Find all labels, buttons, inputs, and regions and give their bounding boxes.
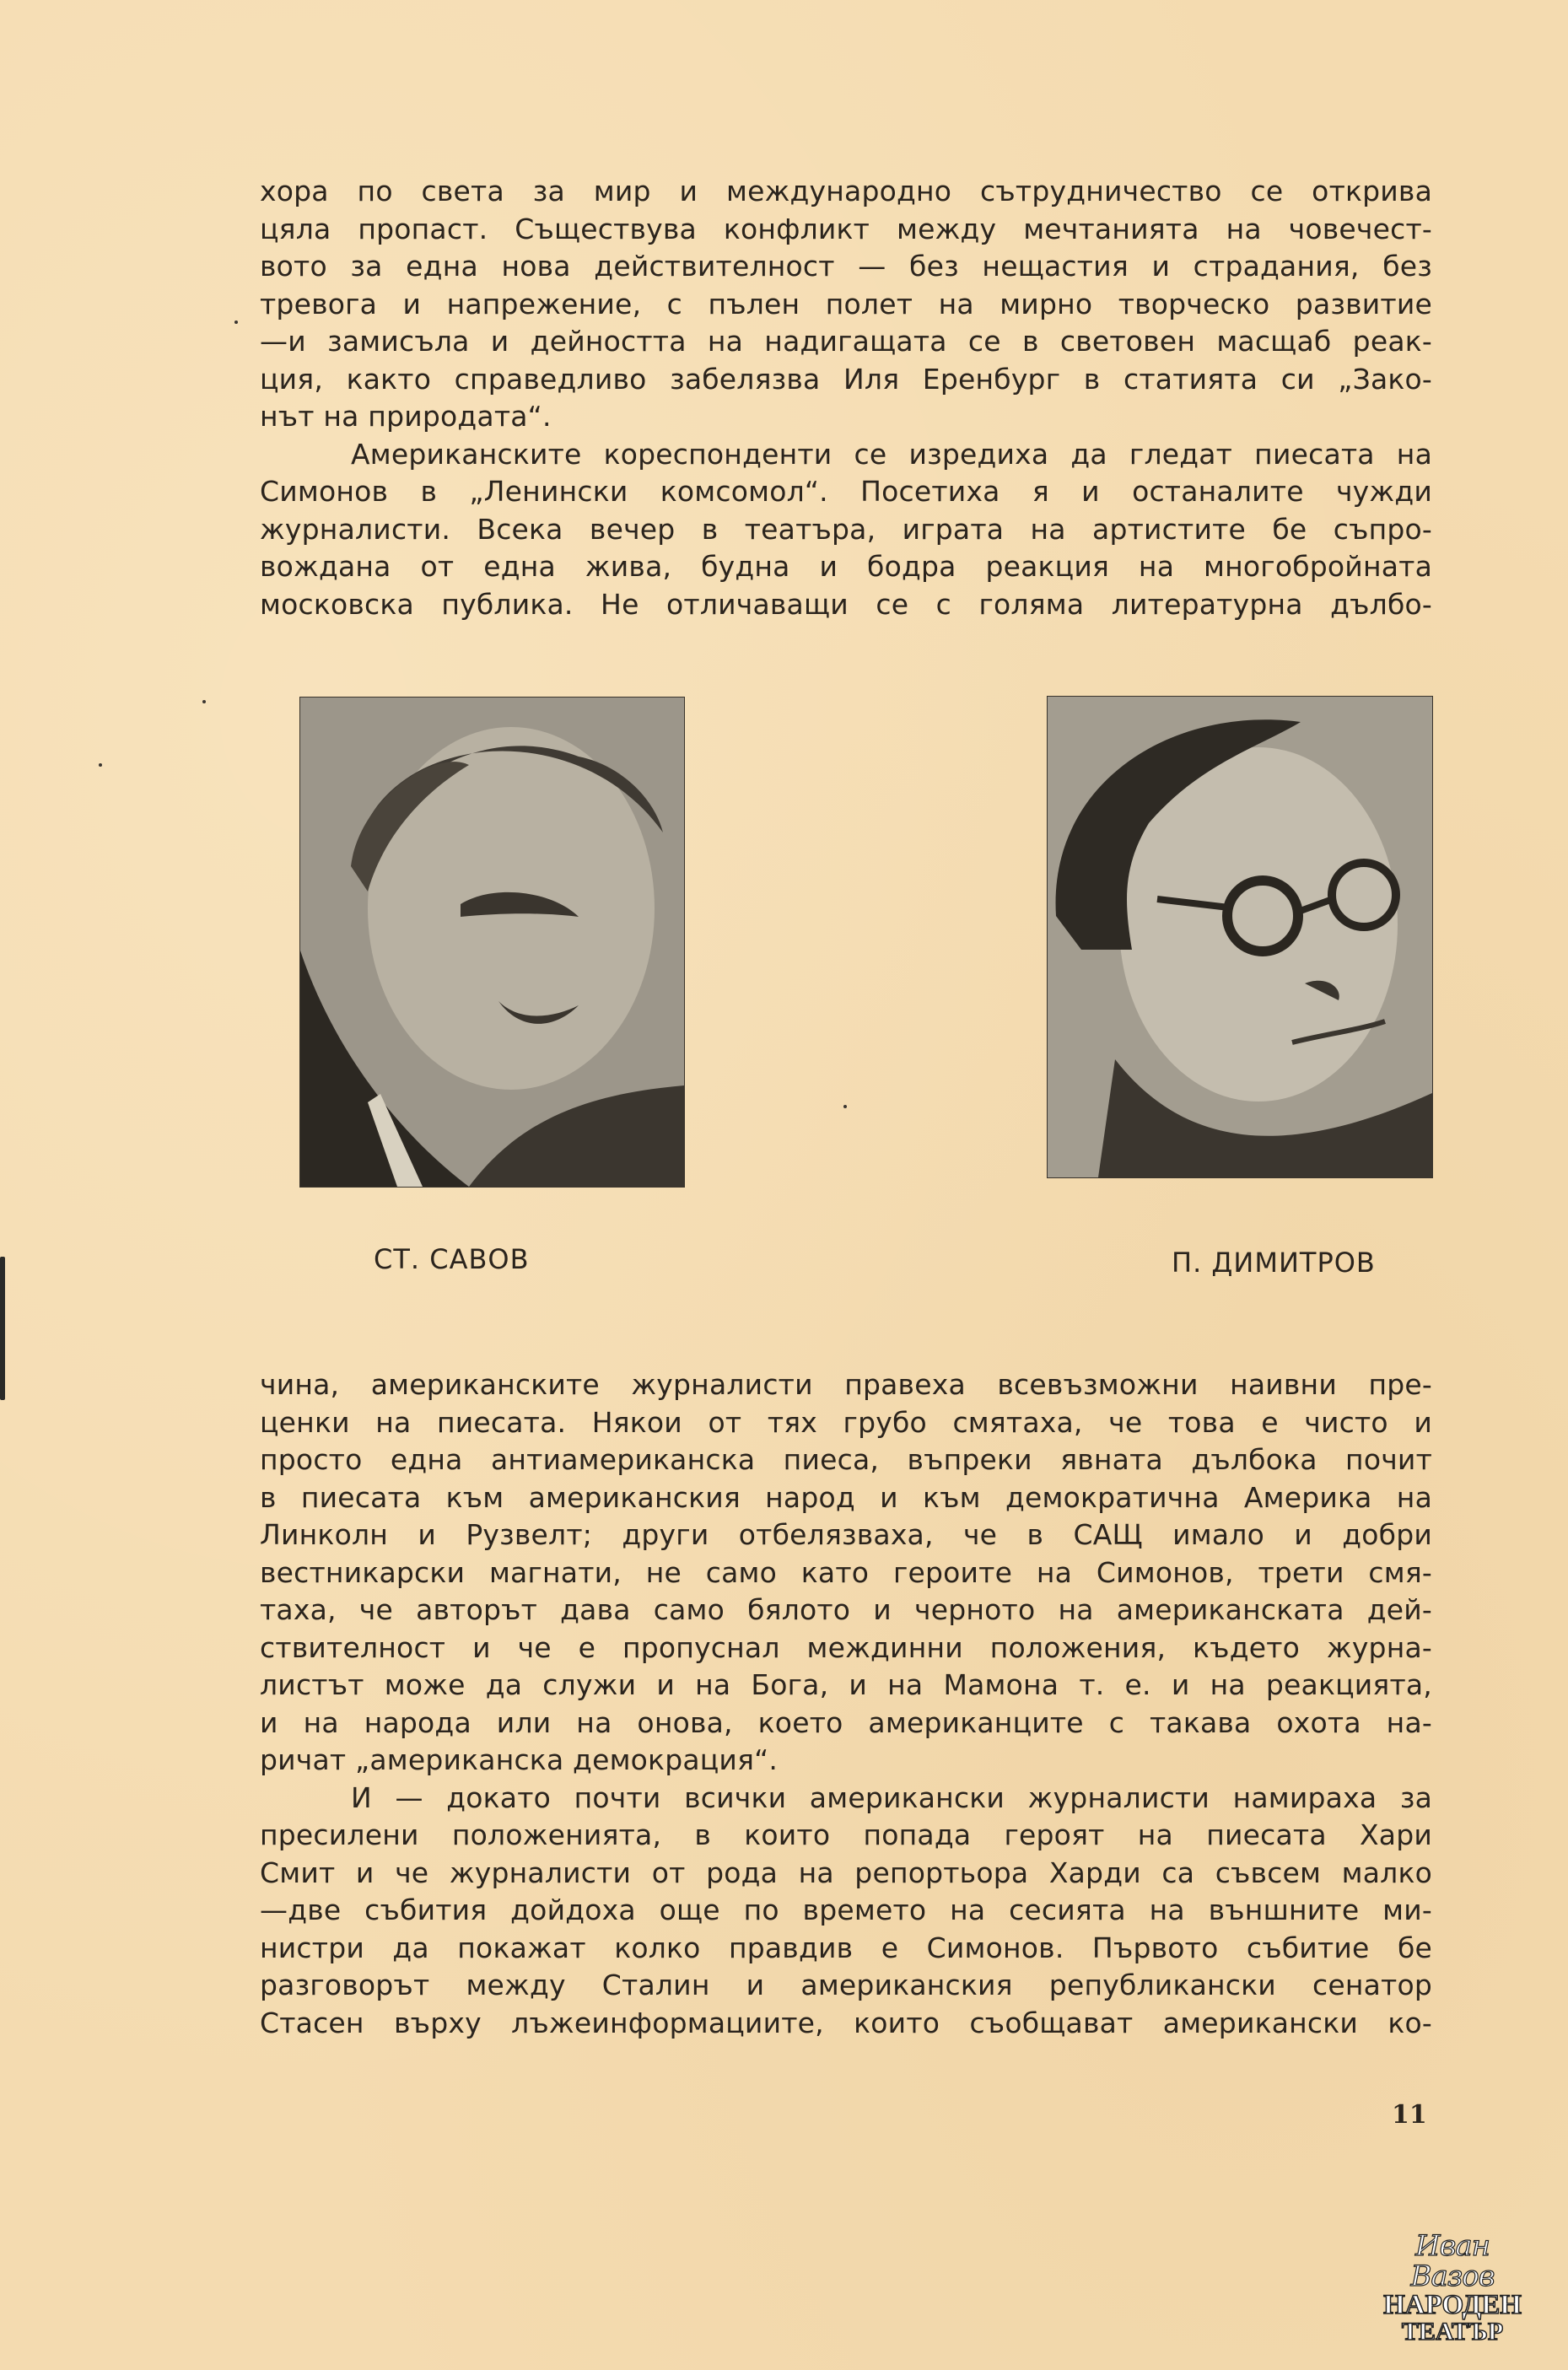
text-line: ричат „американска демокрация“. [260, 1743, 779, 1776]
text-line: тревога и напрежение, с пълен полет на мирно творческо развитие [260, 287, 1432, 320]
text-line: Смит и че журналисти от рода на репортьора Харди са съвсем малко [260, 1856, 1432, 1889]
portrait-dimitrov-illustration [1048, 697, 1432, 1177]
portrait-photo-dimitrov [1047, 696, 1433, 1178]
text-line: просто една антиамериканска пиеса, въпреки явната дълбока почит [260, 1443, 1432, 1476]
logo-script-signature: Иван Вазов [1410, 2229, 1495, 2293]
text-line: Линколн и Рузвелт; други отбелязваха, че в САЩ имало и добри [260, 1518, 1432, 1551]
text-line: Стасен върху лъжеинформациите, които съобщават американски ко- [260, 2006, 1432, 2039]
text-line: таха, че авторът дава само бялото и черното на американската дей- [260, 1593, 1432, 1626]
text-line: вото за една нова действителност — без нещастия и страдания, без [260, 250, 1432, 283]
article-text-top [260, 173, 1432, 623]
paragraph-start: И — докато почти всички американски журналисти намираха за [351, 1780, 1432, 1814]
text-line: московска публика. Не отличаващи се с голяма литературна дълбо- [260, 587, 1432, 621]
photo-caption-savov: СТ. САВОВ [374, 1243, 530, 1275]
text-line: ствителност и че е пропуснал междинни положения, където журна- [260, 1630, 1432, 1664]
text-line: цяла пропаст. Съществува конфликт между мечтанията на човечест- [260, 212, 1432, 245]
paper-speck [99, 763, 102, 767]
text-line: хора по света за мир и международно сътрудничество се открива [260, 175, 1432, 207]
text-line: в пиесата към американския народ и към демократична Америка на [260, 1480, 1432, 1514]
text-line: вестникарски магнати, не само като героите на Симонов, трети смя- [260, 1555, 1432, 1589]
page-edge-binding-mark [0, 1257, 5, 1400]
text-line: и на народа или на онова, което американците с такава охота на- [260, 1705, 1432, 1739]
text-line: нът на природата“. [260, 400, 552, 433]
paper-speck [202, 700, 206, 703]
national-theatre-logo [1381, 2231, 1524, 2346]
text-line: вождана от една жива, будна и бодра реакция на многобройната [260, 550, 1432, 583]
page-number: 11 [1392, 2100, 1427, 2130]
paragraph-start: Американските кореспонденти се изредиха да гледат пиесата на [351, 437, 1432, 471]
article-text-bottom [260, 1366, 1432, 2042]
paper-speck [234, 320, 238, 324]
text-line: Симонов в „Ленински комсомол“. Посетиха я и останалите чужди [260, 475, 1432, 508]
portrait-savov-illustration [300, 698, 684, 1187]
logo-line-2: ТЕАТЪР [1401, 2318, 1504, 2346]
portrait-photo-savov [299, 697, 685, 1188]
text-line: журналисти. Всека вечер в театъра, играта на артистите бе съпро- [260, 512, 1432, 546]
photo-caption-dimitrov: П. ДИМИТРОВ [1172, 1247, 1376, 1279]
text-line: ция, както справедливо забелязва Иля Еренбург в статията си „Зако- [260, 362, 1432, 396]
text-line: нистри да покажат колко правдив е Симонов. Първото събитие бе [260, 1931, 1432, 1964]
text-line: ценки на пиесата. Някои от тях грубо смятаха, че това е чисто и [260, 1405, 1432, 1439]
text-line: листът може да служи и на Бога, и на Мамона т. е. и на реакцията, [260, 1668, 1432, 1701]
text-line: —две събития дойдоха още по времето на сесията на външните ми- [260, 1893, 1432, 1926]
text-line: разговорът между Сталин и американския републикански сенатор [260, 1969, 1432, 2001]
text-line: чина, американските журналисти правеха всевъзможни наивни пре- [260, 1368, 1432, 1401]
text-line: —и замисъла и дейността на надигащата се в световен масщаб реак- [260, 325, 1432, 358]
paper-speck [843, 1105, 847, 1108]
text-line: пресилени положенията, в които попада героят на пиесата Хари [260, 1818, 1432, 1851]
logo-line-1: НАРОДЕН [1383, 2290, 1522, 2320]
